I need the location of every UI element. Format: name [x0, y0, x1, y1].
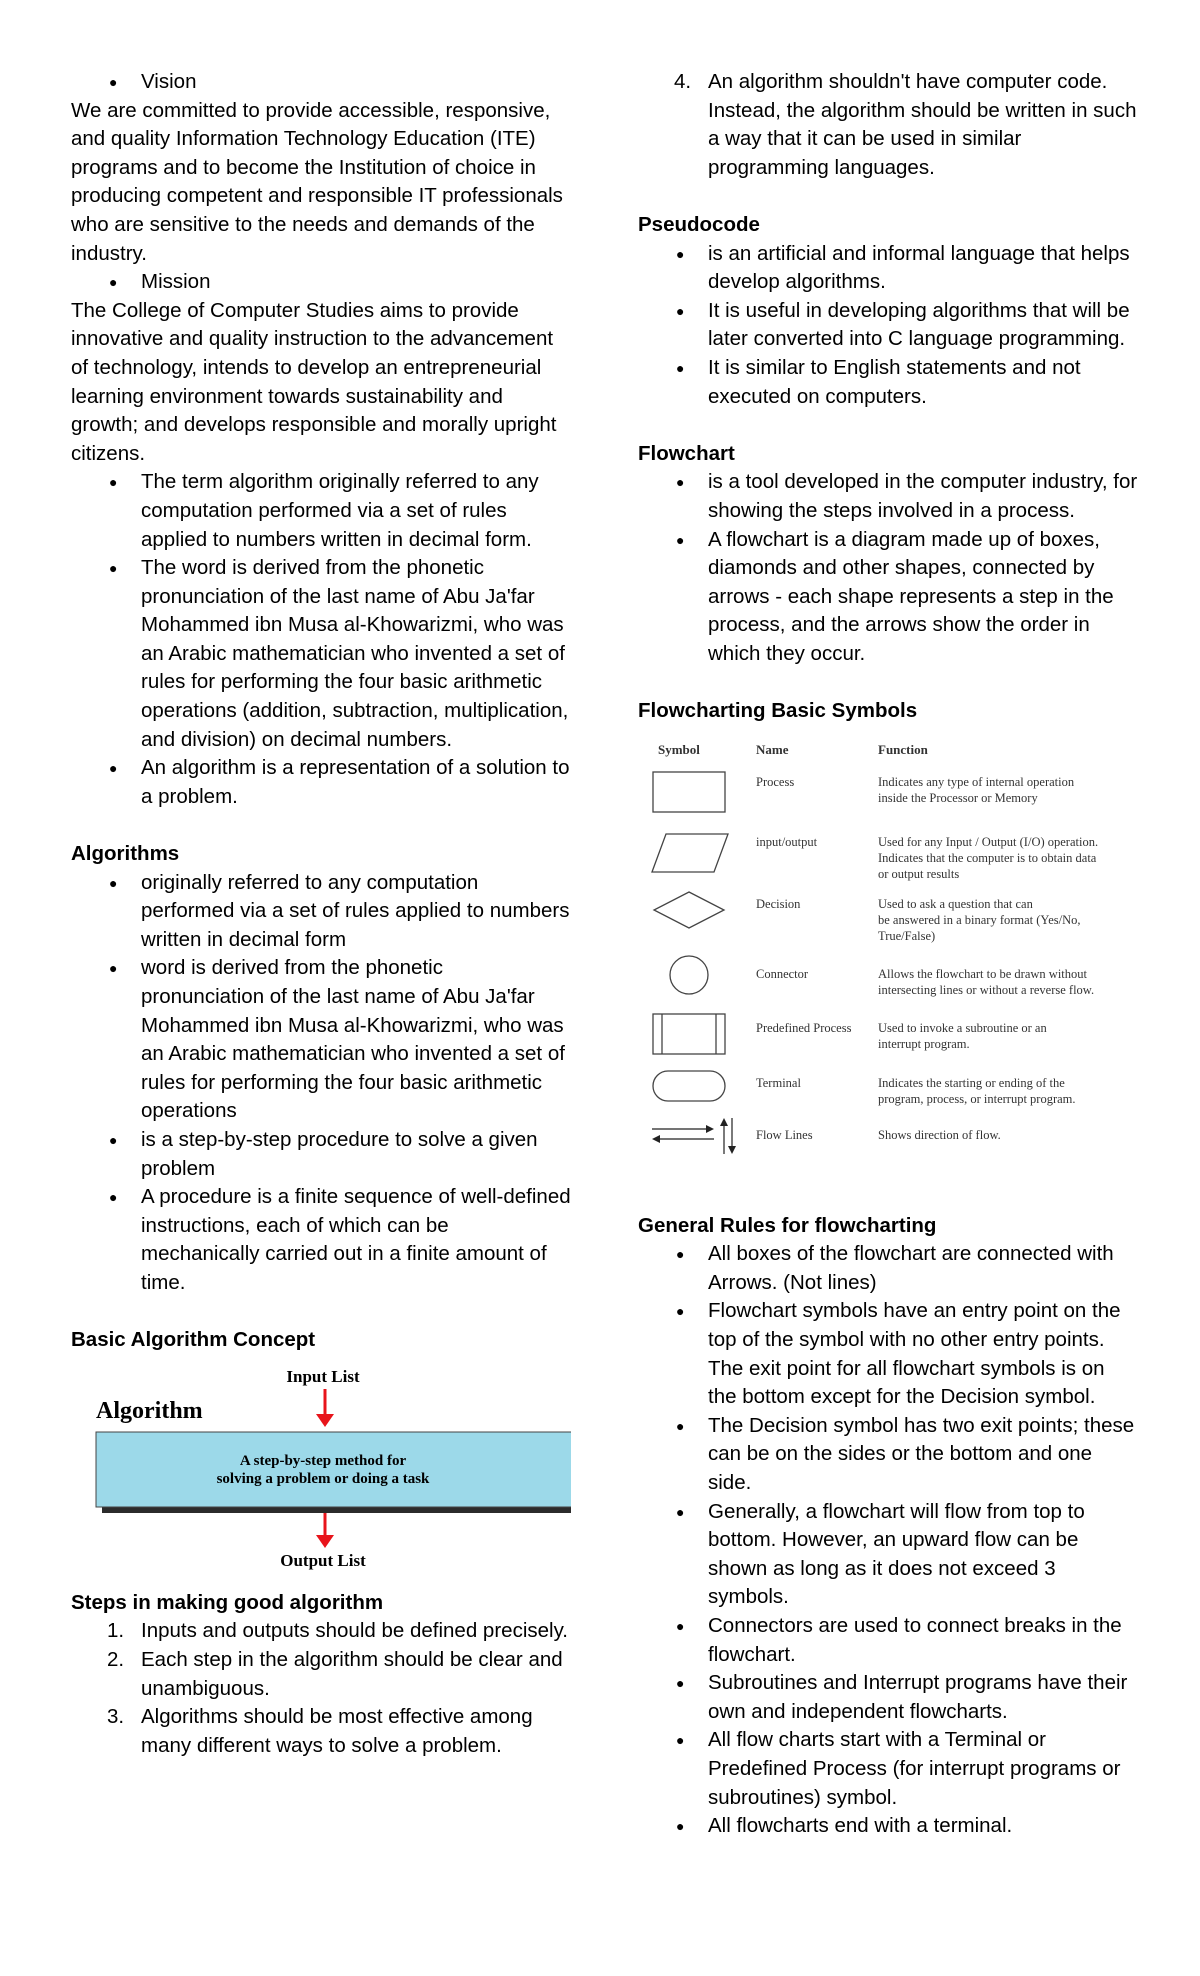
symbol-name: Terminal [756, 1075, 801, 1090]
step-text: Algorithms should be most effective among many different ways to solve a problem. [141, 1705, 533, 1757]
step-number: 3. [107, 1705, 125, 1729]
terminal-rounded-icon [653, 1071, 725, 1101]
symbol-function-line: Used to ask a question that can [878, 896, 1033, 911]
list-item: ● The word is derived from the phonetic pronunciation of the last name of Abu Ja'far Mohammed ibn Musa al-Khowarizmi, who was an Arabic mathematician who invented a set of rules for performing the four basic arithmetic operations (addition, subtraction, multiplication, and division) on decimal numbers. [71, 554, 571, 754]
list-item: ● originally referred to any computation performed via a set of rules applied to numbers written in decimal form [71, 869, 571, 955]
symbol-function-line: or output results [878, 866, 960, 881]
left-column [71, 68, 571, 1760]
symbol-function-line: interrupt program. [878, 1036, 970, 1051]
step-number: 4. [674, 70, 692, 93]
list-item: ● is a tool developed in the computer industry, for showing the steps involved in a process. [638, 468, 1138, 525]
list-item [71, 1703, 571, 1760]
list-item: ● All flowcharts end with a terminal. [638, 1812, 1138, 1841]
list-item: ● is an artificial and informal language that helps develop algorithms. [638, 240, 1138, 297]
symbol-function-line: Indicates that the computer is to obtain data [878, 850, 1097, 865]
steps-list-continued [638, 68, 1138, 182]
io-parallelogram-icon [652, 834, 728, 872]
list-item: ● An algorithm is a representation of a solution to a problem. [71, 754, 571, 811]
basic-algorithm-concept-heading: Basic Algorithm Concept [71, 1328, 316, 1352]
list-item: ● All flow charts start with a Terminal or Predefined Process (for interrupt programs or subroutines) symbol. [638, 1726, 1138, 1812]
list-item [71, 1646, 571, 1703]
list-item [71, 1617, 571, 1646]
list-item: ● is a step-by-step procedure to solve a given problem [71, 1126, 571, 1183]
list-item [638, 68, 1138, 182]
mission-label: ● Mission [71, 268, 571, 297]
step-text: Each step in the algorithm should be clear and unambiguous. [141, 1647, 563, 1700]
algorithm-box-line1: A step-by-step method for [239, 1452, 407, 1469]
input-list-label: Input List [286, 1366, 360, 1386]
process-rectangle-icon [653, 772, 725, 812]
algorithm-box [96, 1432, 571, 1507]
connector-circle-icon [670, 956, 708, 994]
list-item: ● Flowchart symbols have an entry point on the top of the symbol with no other entry points. The exit point for all flowchart symbols is on the bottom except for the Decision symbol. [638, 1297, 1138, 1411]
symbol-function-line: Allows the flowchart to be drawn without [878, 966, 1087, 981]
symbol-function-line: inside the Processor or Memory [878, 790, 1038, 805]
flowchart-bullet-list [638, 468, 1138, 668]
list-item: ● A flowchart is a diagram made up of boxes, diamonds and other shapes, connected by arrows - each shape represents a step in the process, and the arrows show the order in which they occur. [638, 526, 1138, 669]
list-item: ● It is useful in developing algorithms that will be later converted into C language programming. [638, 297, 1138, 354]
algorithms-bullet-list [71, 869, 571, 1298]
mission-bullet-list [71, 268, 571, 297]
symbol-function-line: Used for any Input / Output (I/O) operation. [878, 834, 1099, 849]
header-symbol: Symbol [658, 741, 700, 757]
algorithm-box-line2: solving a problem or doing a task [216, 1470, 430, 1487]
general-rules-heading: General Rules for flowcharting [638, 1213, 937, 1237]
mission-text: The College of Computer Studies aims to provide innovative and quality instruction to the advancement of technology, intends to develop an entrepreneurial learning environment towards sustainability and growth; and develops responsible and morally upright citizens. [71, 298, 557, 465]
symbol-name: Decision [756, 896, 801, 911]
list-item: ● Connectors are used to connect breaks in the flowchart. [638, 1612, 1138, 1669]
list-item: ● A procedure is a finite sequence of well-defined instructions, each of which can be mechanically carried out in a finite amount of time. [71, 1183, 571, 1297]
symbol-function-line: Shows direction of flow. [878, 1127, 1001, 1142]
steps-list [71, 1617, 571, 1760]
list-item: ● Subroutines and Interrupt programs have their own and independent flowcharts. [638, 1669, 1138, 1726]
decision-diamond-icon [654, 892, 724, 928]
list-item: ● It is similar to English statements and not executed on computers. [638, 354, 1138, 411]
symbol-function-line: True/False) [878, 928, 936, 943]
list-item: ● The term algorithm originally referred to any computation performed via a set of rules applied to numbers written in decimal form. [71, 468, 571, 554]
symbol-function-line: Used to invoke a subroutine or an [878, 1020, 1047, 1035]
flowchart-symbols-table [638, 734, 1138, 1164]
algorithm-title: Algorithm [96, 1397, 203, 1424]
step-text: Inputs and outputs should be defined precisely. [141, 1619, 568, 1643]
symbol-function-line: Indicates any type of internal operation [878, 774, 1075, 789]
predefined-process-icon [653, 1014, 725, 1054]
list-item: ● The Decision symbol has two exit points; these can be on the sides or the bottom and one side. [638, 1412, 1138, 1498]
header-function: Function [878, 741, 928, 757]
header-name: Name [756, 741, 789, 757]
symbol-name: Flow Lines [756, 1127, 813, 1142]
symbol-function-line: Indicates the starting or ending of the [878, 1075, 1065, 1090]
symbol-name: Process [756, 774, 795, 789]
step-number: 1. [107, 1619, 125, 1643]
output-list-label: Output List [280, 1550, 366, 1570]
symbol-function-line: intersecting lines or without a reverse flow. [878, 982, 1095, 997]
vision-bullet-list [71, 68, 571, 97]
pseudocode-bullet-list [638, 240, 1138, 412]
steps-heading: Steps in making good algorithm [71, 1590, 384, 1614]
flowchart-heading: Flowchart [638, 441, 735, 465]
output-arrow-icon [316, 1535, 334, 1548]
symbol-name: Predefined Process [756, 1020, 852, 1035]
vision-text: We are committed to provide accessible, responsive, and quality Information Technology Education (ITE) programs and to become the Institution of choice in producing competent and responsible IT professionals who are sensitive to the needs and demands of the industry. [71, 98, 563, 265]
symbol-function-line: program, process, or interrupt program. [878, 1091, 1076, 1106]
algorithms-heading: Algorithms [71, 842, 180, 866]
algorithm-concept-diagram [71, 1361, 571, 1571]
intro-bullet-list [71, 468, 571, 811]
general-rules-bullet-list [638, 1240, 1138, 1840]
vision-label: ● Vision [71, 68, 571, 97]
list-item: ● word is derived from the phonetic pronunciation of the last name of Abu Ja'far Mohammed ibn Musa al-Khowarizmi, who was an Arabic mathematician who invented a set of rules for performing the four basic arithmetic operations [71, 954, 571, 1126]
step-number: 2. [107, 1647, 125, 1671]
input-arrow-icon [316, 1414, 334, 1427]
right-column [638, 68, 1138, 1841]
flow-lines-arrows-icon [652, 1118, 736, 1154]
flowcharting-symbols-heading: Flowcharting Basic Symbols [638, 699, 918, 723]
list-item: ● Generally, a flowchart will flow from top to bottom. However, an upward flow can be shown as long as it does not exceed 3 symbols. [638, 1498, 1138, 1612]
step-text: An algorithm shouldn't have computer code. Instead, the algorithm should be written in such a way that it can be used in similar programming languages. [708, 70, 1137, 179]
pseudocode-heading: Pseudocode [638, 212, 760, 236]
symbol-name: input/output [756, 834, 818, 849]
list-item: ● All boxes of the flowchart are connected with Arrows. (Not lines) [638, 1240, 1138, 1297]
symbol-name: Connector [756, 966, 809, 981]
symbol-function-line: be answered in a binary format (Yes/No, [878, 912, 1081, 927]
